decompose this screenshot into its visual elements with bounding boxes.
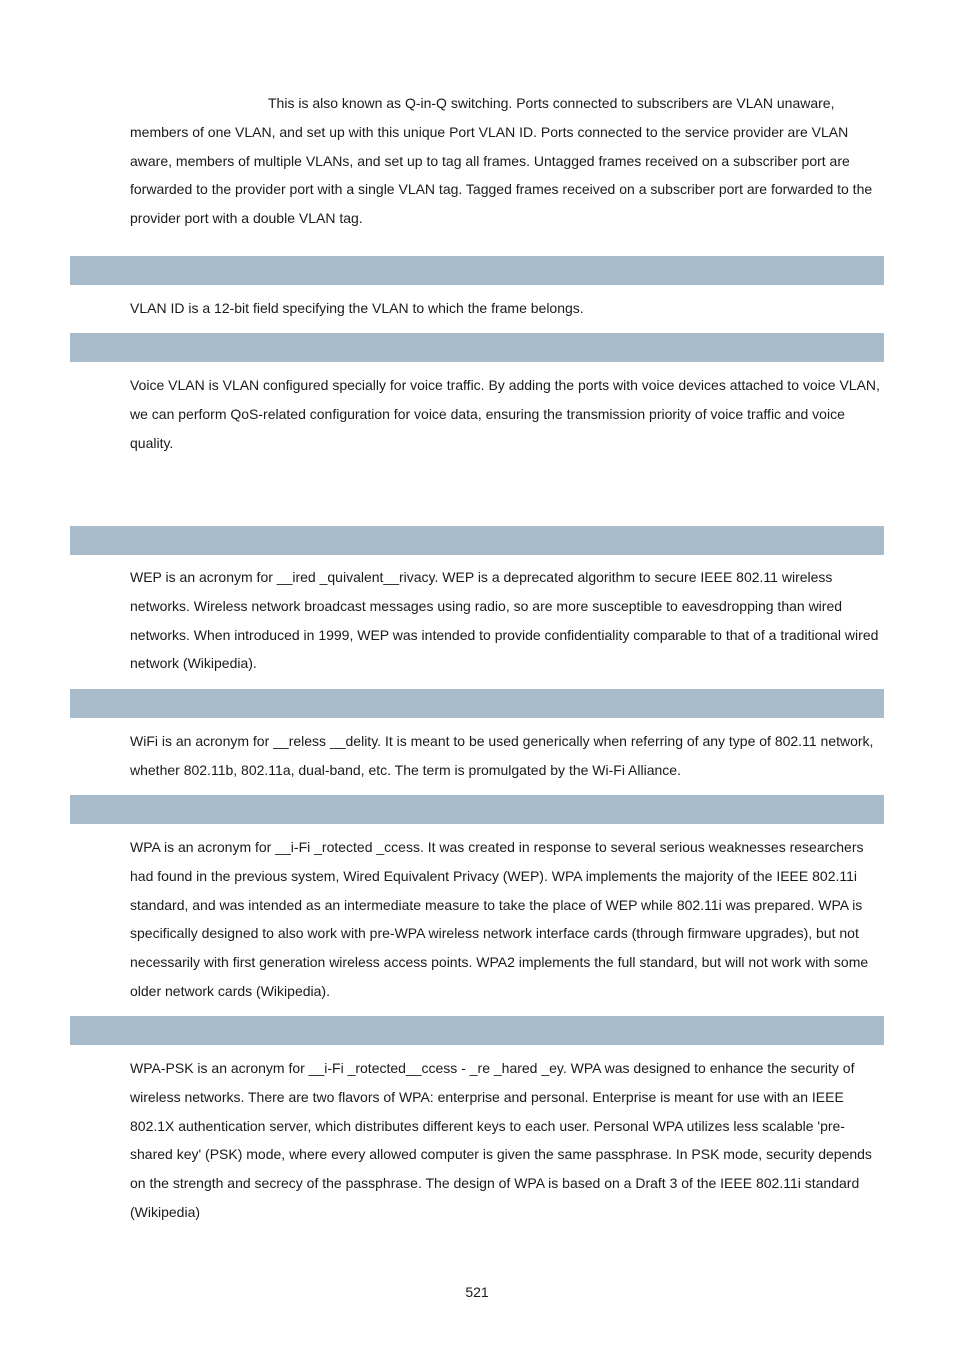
section-body-wpa: WPA is an acronym for __i-Fi _rotected _ccess. It was created in response to several serious weaknesses researchers had found in the previous system, Wired Equivalent Privacy (WEP). WPA implements the majority of the IEEE 802.11i standard, and was intended as an intermediate measure to take the place of WEP while 802.11i was prepared. WPA is specifically designed to also work with pre-WPA wireless network interface cards (through firmware upgrades), but not necessarily with first generation wireless access points. WPA2 implements the full standard, but will not work with some older network cards (Wikipedia).	[130, 839, 869, 999]
intro-paragraph	[130, 89, 887, 233]
section-heading-bar-wpa-psk	[70, 1016, 884, 1045]
section-heading-bar-wep	[70, 526, 884, 555]
section-body-wpa-psk: WPA-PSK is an acronym for __i-Fi _rotected__ccess - _re _hared _ey. WPA was designed to enhance the security of wireless networks. There are two flavors of WPA: enterprise and personal. Enterprise is meant for use with an IEEE 802.1X authentication server, which distributes different keys to each user. Personal WPA utilizes less scalable 'pre-shared key' (PSK) mode, where every allowed computer is given the same passphrase. In PSK mode, security depends on the strength and secrecy of the passphrase. The design of WPA is based on a Draft 3 of the IEEE 802.11i standard (Wikipedia)	[130, 1060, 872, 1220]
section-body-vlan-id: VLAN ID is a 12-bit field specifying the VLAN to which the frame belongs.	[130, 300, 584, 316]
intro-text: This is also known as Q-in-Q switching. Ports connected to subscribers are VLAN unaware, members of one VLAN, and set up with this unique Port VLAN ID. Ports connected to the service provider are VLAN aware, members of multiple VLANs, and set up to tag all frames. Untagged frames received on a subscriber port are forwarded to the provider port with a single VLAN tag. Tagged frames received on a subscriber port are forwarded to the provider port with a double VLAN tag.	[130, 95, 873, 227]
section-heading-bar-vlan-id	[70, 256, 884, 285]
section-body-wep: WEP is an acronym for __ired _quivalent__rivacy. WEP is a deprecated algorithm to secure IEEE 802.11 wireless networks. Wireless network broadcast messages using radio, so are more susceptible to eavesdropping than wired networks. When introduced in 1999, WEP was intended to provide confidentiality comparable to that of a traditional wired network (Wikipedia).	[130, 569, 879, 672]
page-number: 521	[465, 1284, 489, 1300]
section-body-voice-vlan: Voice VLAN is VLAN configured specially for voice traffic. By adding the ports with voice devices attached to voice VLAN, we can perform QoS-related configuration for voice data, ensuring the transmission priority of voice traffic and voice quality.	[130, 377, 880, 451]
section-body-wifi: WiFi is an acronym for __reless __delity. It is meant to be used generically when referring of any type of 802.11 network, whether 802.11b, 802.11a, dual-band, etc. The term is promulgated by the Wi-Fi Alliance.	[130, 733, 874, 778]
section-heading-bar-wifi	[70, 689, 884, 718]
section-heading-bar-voice-vlan	[70, 333, 884, 362]
section-heading-bar-wpa	[70, 795, 884, 824]
